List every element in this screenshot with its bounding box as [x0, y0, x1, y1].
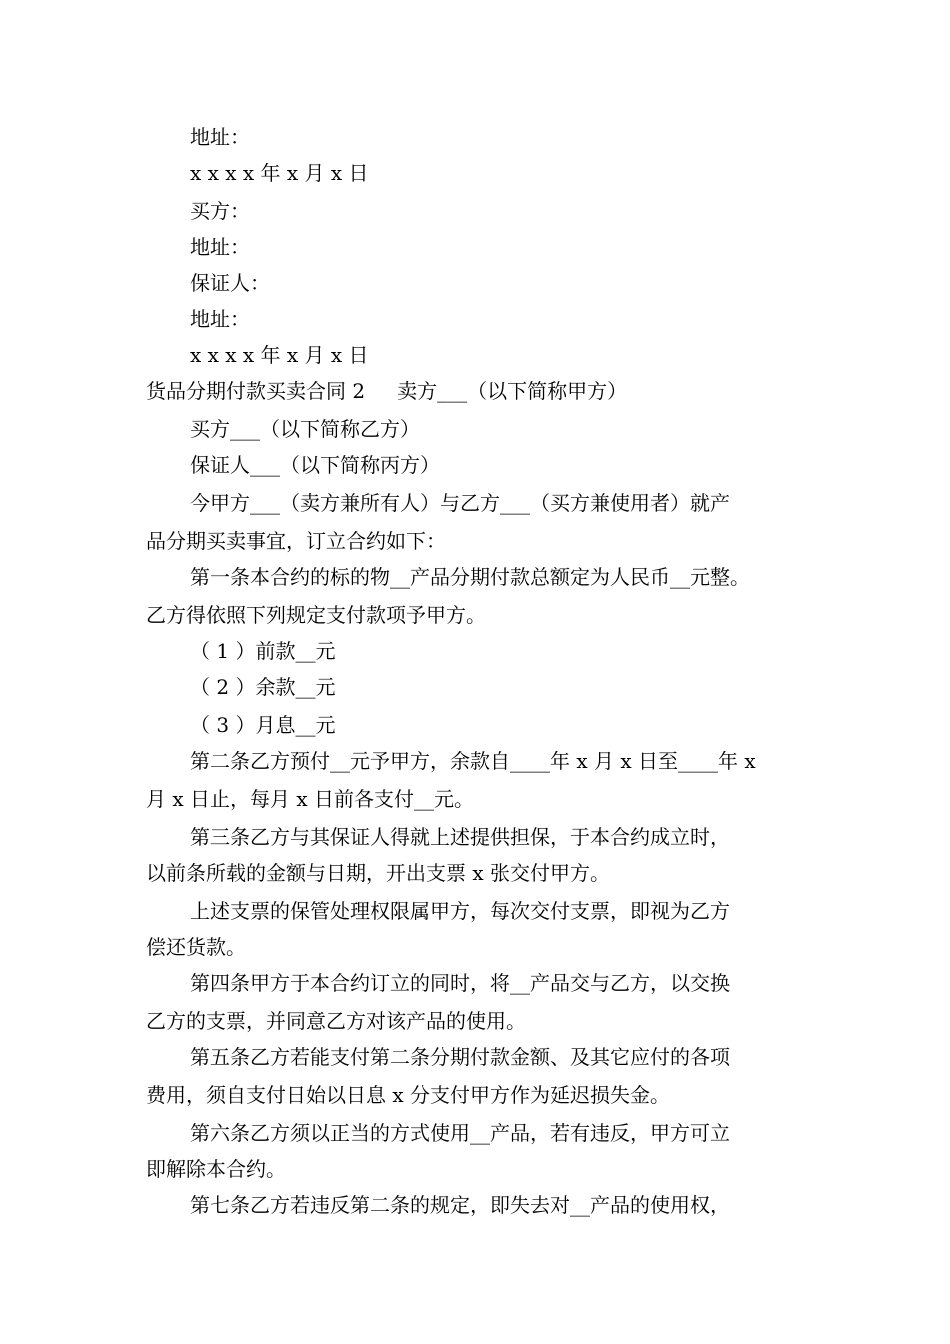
text-line: 第一条本合约的标的物__产品分期付款总额定为人民币__元整。: [190, 565, 750, 589]
text-line: 上述支票的保管处理权限属甲方，每次交付支票，即视为乙方: [190, 899, 730, 923]
text-line: 保证人：: [190, 271, 270, 295]
text-line: 第二条乙方预付__元予甲方，余款自____年 x 月 x 日至____年 x: [190, 749, 756, 773]
text-line: 费用，须自支付日始以日息 x 分支付甲方作为延迟损失金。: [146, 1083, 670, 1107]
text-line: 即解除本合约。: [146, 1157, 286, 1181]
seller-line: 卖方___（以下简称甲方）: [397, 379, 628, 403]
text-line: （ 2 ）余款__元: [190, 675, 336, 699]
text-line: 保证人___（以下简称丙方）: [190, 453, 440, 477]
text-line: x x x x 年 x 月 x 日: [190, 161, 369, 185]
text-line: 今甲方___（卖方兼所有人）与乙方___（买方兼使用者）就产: [190, 491, 730, 515]
contract-title-row: [146, 378, 627, 404]
text-line: 买方：: [190, 199, 250, 223]
text-line: 品分期买卖事宜，订立合约如下：: [146, 529, 446, 553]
text-line: 地址：: [190, 235, 250, 259]
text-line: 第四条甲方于本合约订立的同时，将__产品交与乙方，以交换: [190, 971, 730, 995]
text-line: 偿还货款。: [146, 935, 246, 959]
text-line: 地址：: [190, 307, 250, 331]
text-line: 月 x 日止，每月 x 日前各支付__元。: [146, 787, 474, 811]
text-line: （ 1 ）前款__元: [190, 639, 336, 663]
text-line: 第六条乙方须以正当的方式使用__产品，若有违反，甲方可立: [190, 1121, 730, 1145]
text-line: x x x x 年 x 月 x 日: [190, 343, 369, 367]
text-line: 第三条乙方与其保证人得就上述提供担保，于本合约成立时，: [190, 825, 730, 849]
text-line: 以前条所载的金额与日期，开出支票 x 张交付甲方。: [146, 861, 610, 885]
text-line: 乙方的支票，并同意乙方对该产品的使用。: [146, 1009, 526, 1033]
text-line: 第五条乙方若能支付第二条分期付款金额、及其它应付的各项: [190, 1045, 730, 1069]
text-line: 第七条乙方若违反第二条的规定，即失去对__产品的使用权，: [190, 1193, 730, 1217]
text-line: 乙方得依照下列规定支付款项予甲方。: [146, 603, 486, 627]
contract-title: 货品分期付款买卖合同 2: [146, 379, 366, 403]
text-line: （ 3 ）月息__元: [190, 713, 336, 737]
text-line: 地址：: [190, 125, 250, 149]
text-line: 买方___（以下简称乙方）: [190, 417, 420, 441]
